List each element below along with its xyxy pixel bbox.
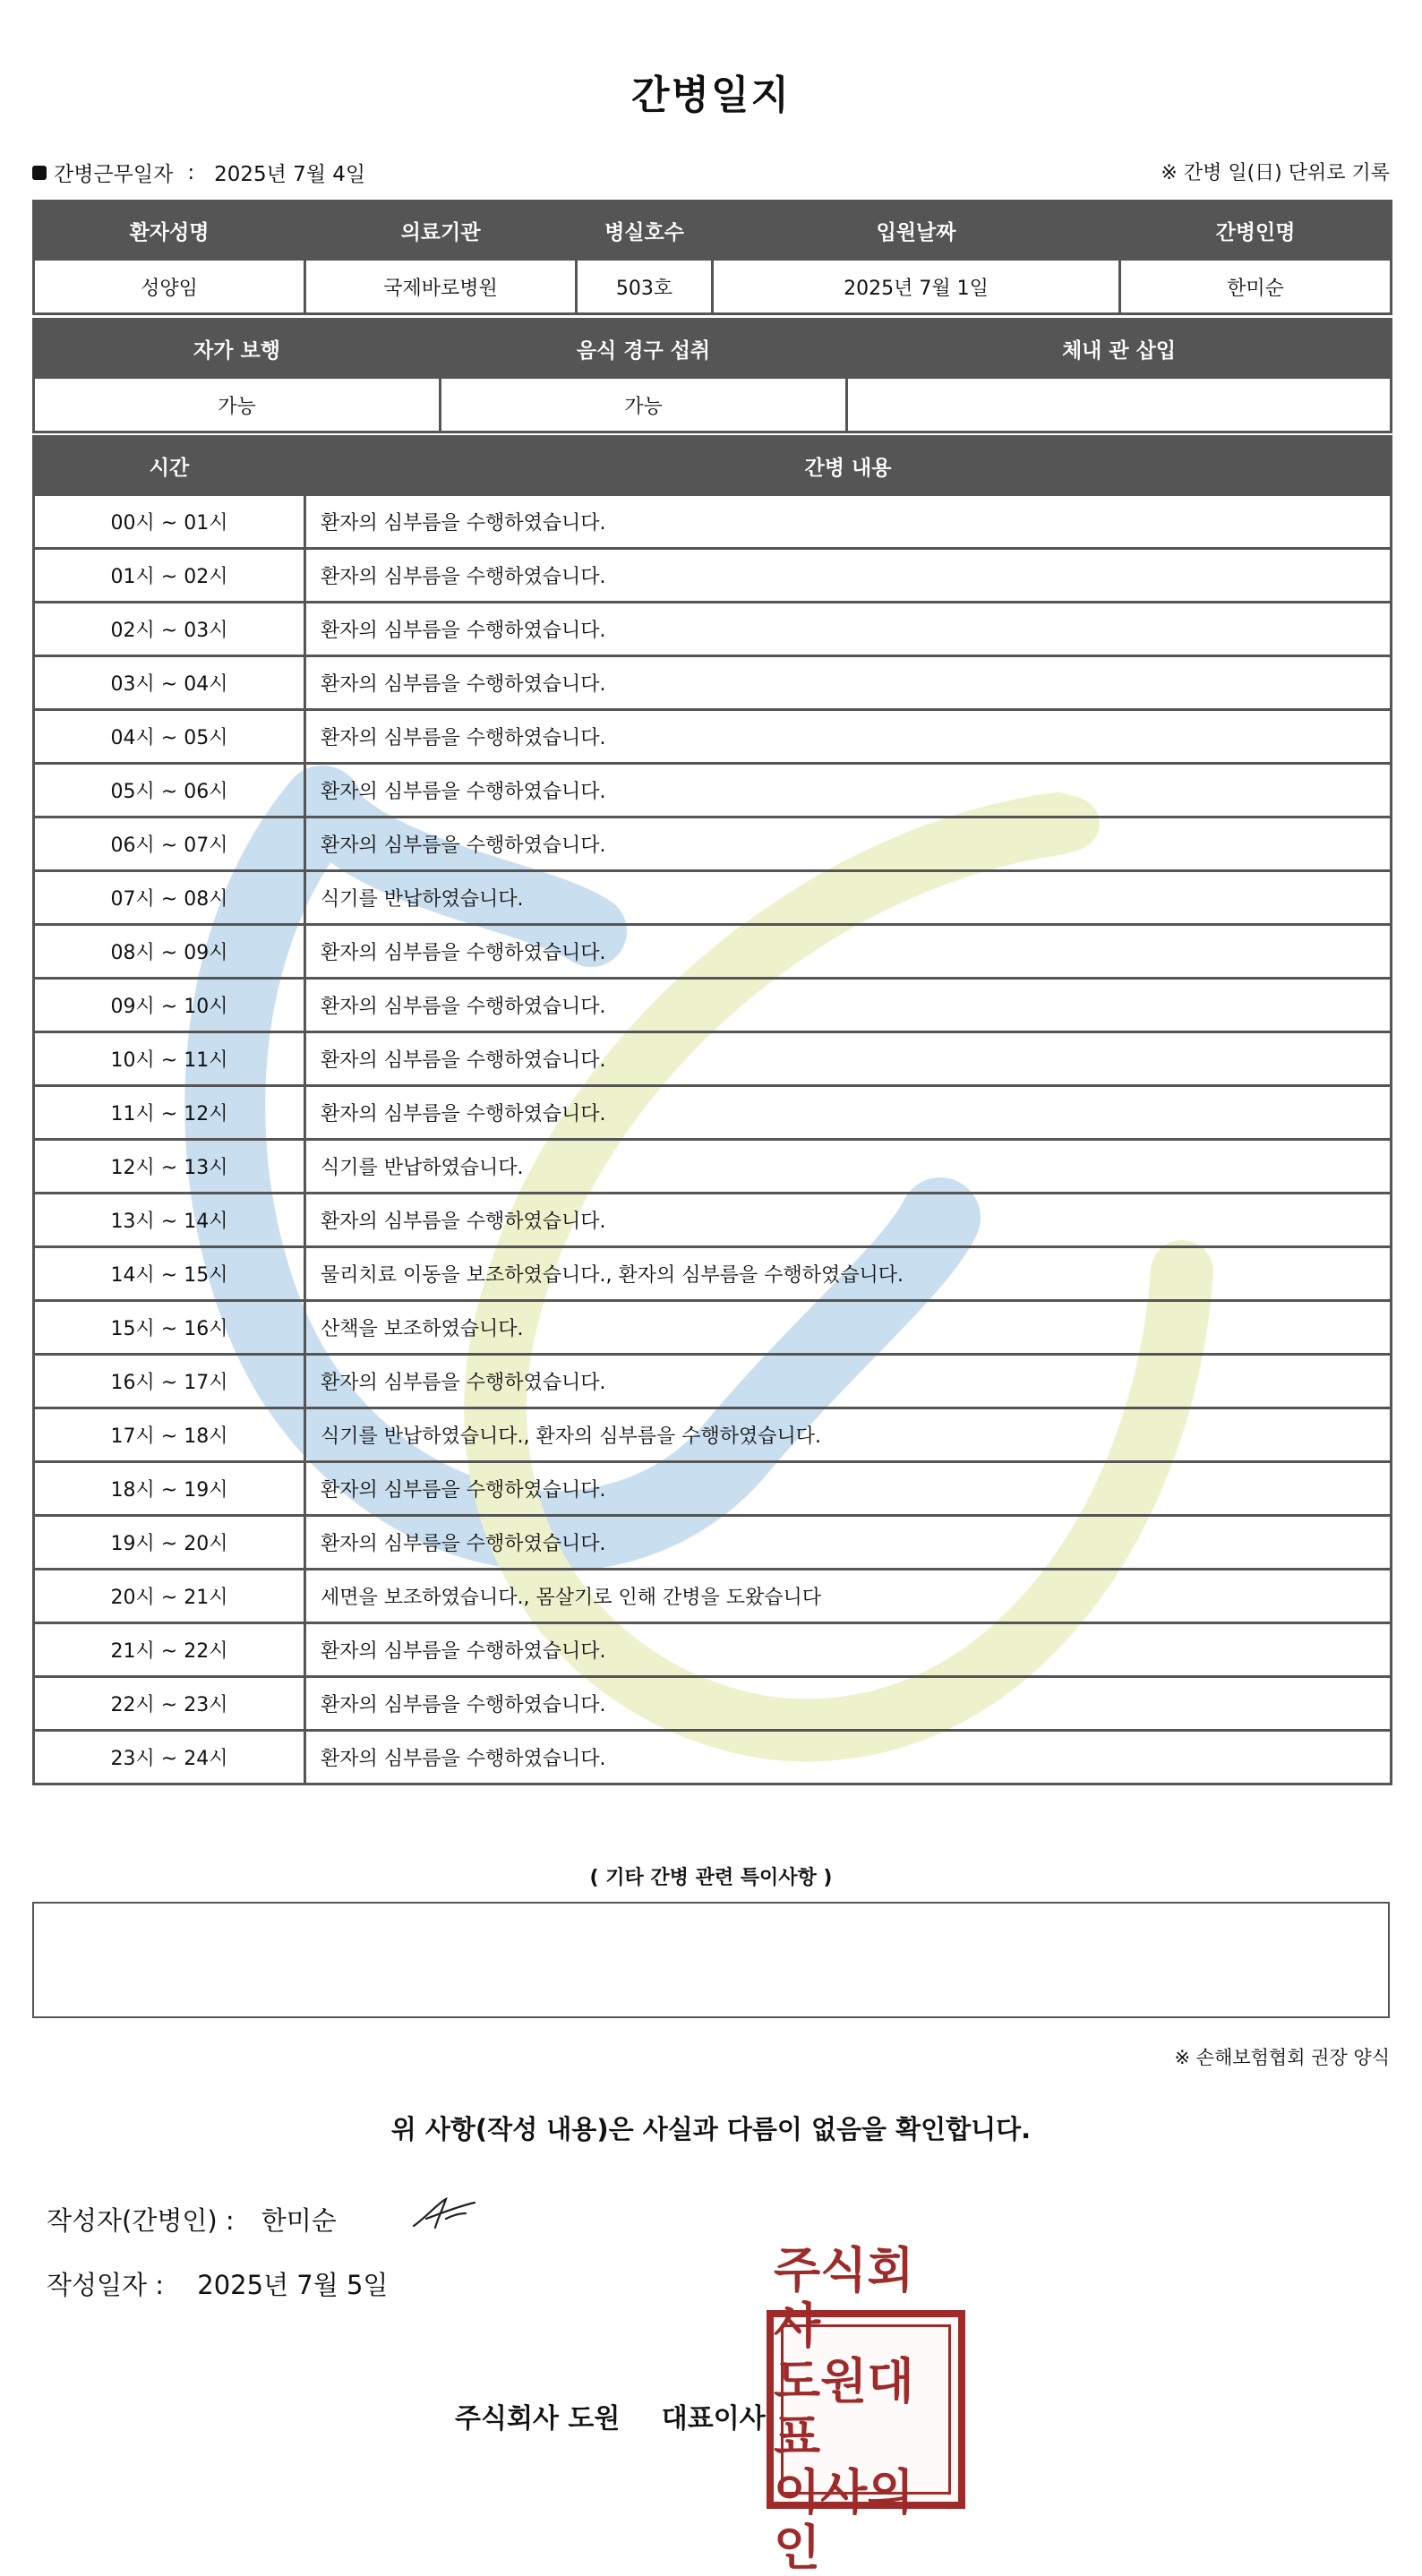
care-content-cell: 산책을 보조하였습니다.: [305, 1301, 1392, 1355]
confirmation-statement: 위 사항(작성 내용)은 사실과 다름이 없음을 확인합니다.: [390, 2114, 1032, 2144]
care-content-cell: 환자의 심부름을 수행하였습니다.: [305, 925, 1392, 979]
time-cell: 09시 ~ 10시: [34, 979, 305, 1032]
care-content-cell: 식기를 반납하였습니다., 환자의 심부름을 수행하였습니다.: [305, 1408, 1392, 1462]
header-patient-name: 환자성명: [34, 201, 305, 260]
care-content-cell: 식기를 반납하였습니다.: [305, 871, 1392, 925]
patient-name: 성양임: [34, 260, 305, 314]
table-row: [34, 1194, 1392, 1247]
care-content-cell: 환자의 심부름을 수행하였습니다.: [305, 1194, 1392, 1247]
seal-line-2: 도원대표: [774, 2353, 914, 2465]
header-tube-insertion: 체내 관 삽입: [847, 320, 1392, 378]
care-content-cell: 환자의 심부름을 수행하였습니다.: [305, 1677, 1392, 1731]
extra-notes-title: ( 기타 간병 관련 특이사항 ): [589, 1867, 833, 1889]
care-content-cell: 환자의 심부름을 수행하였습니다.: [305, 549, 1392, 603]
care-content-cell: 환자의 심부름을 수행하였습니다.: [305, 656, 1392, 710]
unit-note: ※ 간병 일(日) 단위로 기록: [1161, 162, 1390, 184]
time-cell: 06시 ~ 07시: [34, 817, 305, 871]
header-self-walking: 자가 보행: [34, 320, 441, 378]
care-content-cell: 환자의 심부름을 수행하였습니다.: [305, 603, 1392, 656]
room-number: 503호: [577, 260, 713, 314]
seal-text: [774, 2242, 958, 2576]
caregiver-name: 한미순: [1120, 260, 1392, 314]
time-cell: 05시 ~ 06시: [34, 764, 305, 817]
table-row: [34, 871, 1392, 925]
written-date-label: 작성일자 :: [47, 2270, 165, 2300]
care-content-cell: 물리치료 이동을 보조하였습니다., 환자의 심부름을 수행하였습니다.: [305, 1247, 1392, 1301]
table-row: [34, 710, 1392, 764]
log-header-row: [34, 437, 1392, 495]
header-oral-intake: 음식 경구 섭취: [441, 320, 847, 378]
company-name: 주식회사 도원: [455, 2403, 621, 2435]
admission-date: 2025년 7월 1일: [713, 260, 1120, 314]
work-date-separator: :: [187, 160, 195, 184]
care-content-cell: 환자의 심부름을 수행하였습니다.: [305, 495, 1392, 549]
table-row: [34, 1408, 1392, 1462]
care-content-cell: 환자의 심부름을 수행하였습니다.: [305, 979, 1392, 1032]
status-value-row: [34, 378, 1392, 432]
header-time: 시간: [34, 437, 305, 495]
patient-info-table: [32, 200, 1392, 315]
time-cell: 10시 ~ 11시: [34, 1032, 305, 1086]
header-hospital: 의료기관: [305, 201, 577, 260]
time-cell: 13시 ~ 14시: [34, 1194, 305, 1247]
time-cell: 17시 ~ 18시: [34, 1408, 305, 1462]
table-row: [34, 1140, 1392, 1194]
header-care-content: 간병 내용: [305, 437, 1392, 495]
care-content-cell: 식기를 반납하였습니다.: [305, 1140, 1392, 1194]
time-cell: 04시 ~ 05시: [34, 710, 305, 764]
form-note: ※ 손해보험협회 권장 양식: [1174, 2047, 1390, 2068]
company-seal-stamp: [767, 2242, 965, 2576]
table-row: [34, 1086, 1392, 1140]
time-cell: 08시 ~ 09시: [34, 925, 305, 979]
time-cell: 07시 ~ 08시: [34, 871, 305, 925]
status-header-row: [34, 320, 1392, 378]
table-row: [34, 1623, 1392, 1677]
company-signature-line: [455, 2396, 766, 2435]
table-row: [34, 1677, 1392, 1731]
table-row: [34, 817, 1392, 871]
header-admission-date: 입원날짜: [713, 201, 1120, 260]
table-row: [34, 925, 1392, 979]
document-title: 간병일지: [630, 73, 791, 118]
time-cell: 18시 ~ 19시: [34, 1462, 305, 1516]
table-row: [34, 603, 1392, 656]
time-cell: 15시 ~ 16시: [34, 1301, 305, 1355]
care-content-cell: 세면을 보조하였습니다., 몸살기로 인해 간병을 도왔습니다: [305, 1570, 1392, 1623]
care-content-cell: 환자의 심부름을 수행하였습니다.: [305, 1355, 1392, 1408]
patient-value-row: [34, 260, 1392, 314]
care-content-cell: 환자의 심부름을 수행하였습니다.: [305, 1731, 1392, 1784]
table-row: [34, 1355, 1392, 1408]
bullet-square-icon: [32, 166, 47, 180]
self-walking-value: 가능: [34, 378, 441, 432]
care-content-cell: 환자의 심부름을 수행하였습니다.: [305, 1462, 1392, 1516]
work-date-row: [32, 158, 365, 187]
seal-line-1: 주식회사: [774, 2242, 914, 2354]
time-cell: 02시 ~ 03시: [34, 603, 305, 656]
oral-intake-value: 가능: [441, 378, 847, 432]
care-content-cell: 환자의 심부름을 수행하였습니다.: [305, 1516, 1392, 1570]
extra-notes-box: [32, 1902, 1390, 2018]
care-content-cell: 환자의 심부름을 수행하였습니다.: [305, 710, 1392, 764]
table-row: [34, 979, 1392, 1032]
time-cell: 12시 ~ 13시: [34, 1140, 305, 1194]
written-date-row: [47, 2265, 388, 2302]
header-room: 병실호수: [577, 201, 713, 260]
time-cell: 14시 ~ 15시: [34, 1247, 305, 1301]
time-cell: 16시 ~ 17시: [34, 1355, 305, 1408]
table-row: [34, 549, 1392, 603]
written-date-value: 2025년 7월 5일: [197, 2270, 389, 2300]
table-row: [34, 1032, 1392, 1086]
header-caregiver: 간병인명: [1120, 201, 1392, 260]
writer-label: 작성자(간병인) :: [47, 2205, 235, 2236]
writer-name: 한미순: [261, 2205, 337, 2236]
time-cell: 00시 ~ 01시: [34, 495, 305, 549]
patient-header-row: [34, 201, 1392, 260]
table-row: [34, 1301, 1392, 1355]
table-row: [34, 495, 1392, 549]
care-content-cell: 환자의 심부름을 수행하였습니다.: [305, 817, 1392, 871]
representative-title: 대표이사: [661, 2403, 766, 2435]
time-cell: 21시 ~ 22시: [34, 1623, 305, 1677]
care-content-cell: 환자의 심부름을 수행하였습니다.: [305, 1086, 1392, 1140]
care-content-cell: 환자의 심부름을 수행하였습니다.: [305, 764, 1392, 817]
care-content-cell: 환자의 심부름을 수행하였습니다.: [305, 1032, 1392, 1086]
care-log-table: [32, 435, 1392, 1785]
time-cell: 20시 ~ 21시: [34, 1570, 305, 1623]
table-row: [34, 656, 1392, 710]
care-content-cell: 환자의 심부름을 수행하였습니다.: [305, 1623, 1392, 1677]
tube-insertion-value: [847, 378, 1392, 432]
time-cell: 03시 ~ 04시: [34, 656, 305, 710]
time-cell: 01시 ~ 02시: [34, 549, 305, 603]
table-row: [34, 1516, 1392, 1570]
work-date-label: 간병근무일자: [54, 163, 174, 186]
time-cell: 11시 ~ 12시: [34, 1086, 305, 1140]
table-row: [34, 1247, 1392, 1301]
table-row: [34, 1731, 1392, 1784]
hospital-name: 국제바로병원: [305, 260, 577, 314]
writer-row: [47, 2201, 337, 2238]
table-row: [34, 1570, 1392, 1623]
time-cell: 22시 ~ 23시: [34, 1677, 305, 1731]
seal-line-3: 이사의인: [774, 2464, 914, 2576]
time-cell: 19시 ~ 20시: [34, 1516, 305, 1570]
work-date-value: 2025년 7월 4일: [214, 163, 366, 186]
patient-status-table: [32, 318, 1392, 433]
time-cell: 23시 ~ 24시: [34, 1731, 305, 1784]
table-row: [34, 764, 1392, 817]
table-row: [34, 1462, 1392, 1516]
signature-mark: [408, 2194, 480, 2233]
